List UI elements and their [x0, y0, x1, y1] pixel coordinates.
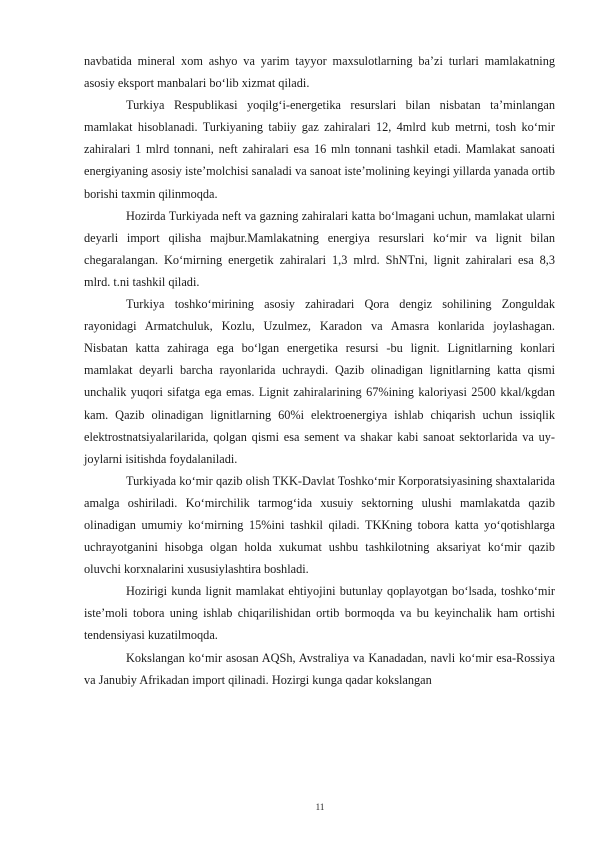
paragraph: Kokslangan ko‘mir asosan AQSh, Avstraliya va Kanadadan, navli ko‘mir esa-Rossiya va Janubiy Afrikadan import qilinadi. Hozirgi kunga qadar kokslangan [84, 650, 555, 687]
paragraph: Hozirigi kunda lignit mamlakat ehtiyojini butunlay qoplayotgan bo‘lsada, toshko‘mir iste’moli tobora uning ishlab chiqarilishidan ortib bormoqda va bu keyinchalik ham ortishi tendensiyasi kuzatilmoqda. [84, 584, 555, 643]
paragraph: Turkiya toshko‘mirining asosiy zahiradari Qora dengiz sohilining Zonguldak rayonidagi Armatchuluk, Kozlu, Uzulmez, Karadon va Amasra konlarida joylashagan. Nisbatan katta zahiraga ega bo‘lgan energetika resursi -bu lignit. Lignitlarning konlari mamlakat deyarli barcha rayonlarida uchraydi. Qazib olinadigan lignitlarning katta qismi unchalik yuqori sifatga ega emas. Lignit zahiralarining 67%ining kaloriyasi 2500 kkal/kgdan kam. Qazib olinadigan lignitlarning 60%i elektroenergiya ishlab chiqarish uchun issiqlik elektrostnatsiyalarilarida, qolgan qismi esa sement va shakar kabi sanoat sektorlarida va uy-joylarni isitishda foydalaniladi. [84, 297, 555, 466]
paragraph: Turkiya Respublikasi yoqilg‘i-energetika resurslari bilan nisbatan ta’minlangan mamlakat hisoblanadi. Turkiyaning tabiiy gaz zahiralari 12, 4mlrd kub metrni, tosh ko‘mir zahiralari 1 mlrd tonnani, neft zahiralari esa 16 mln tonnani tashkil etadi. Mamlakat sanoati energiyaning asosiy iste’molchisi sanaladi va sanoat iste’molining keyingi yillarda yanada ortib borishi taxmin qilinmoqda. [84, 98, 555, 201]
page-number: 11 [315, 802, 325, 812]
document-body [84, 50, 555, 691]
paragraph: Turkiyada ko‘mir qazib olish TKK-Davlat Toshko‘mir Korporatsiyasining shaxtalarida amalga oshiriladi. Ko‘mirchilik tarmog‘ida xusuiy sektorning ulushi mamlakatda qazib olinadigan umumiy ko‘mirning 15%ini tashkil qiladi. TKKning tobora katta yo‘qotishlarga uchrayotganini hisobga olgan holda xukumat ushbu tashkilotning aksariyat ko‘mir qazib oluvchi korxnalarini xususiylashtira boshladi. [84, 473, 555, 577]
paragraph: Hozirda Turkiyada neft va gazning zahiralari katta bo‘lmagani uchun, mamlakat ularni deyarli import qilisha majbur.Mamlakatning energiya resurslari ko‘mir va lignit bilan chegaralangan. Ko‘mirning energetik zahiralari 1,3 mlrd. ShNTni, lignit zahiralari esa 8,3 mlrd. t.ni tashkil qiladi. [84, 208, 555, 289]
paragraph: navbatida mineral xom ashyo va yarim tayyor maxsulotlarning ba’zi turlari mamlakatning asosiy eksport manbalari bo‘lib xizmat qiladi. [84, 54, 555, 91]
